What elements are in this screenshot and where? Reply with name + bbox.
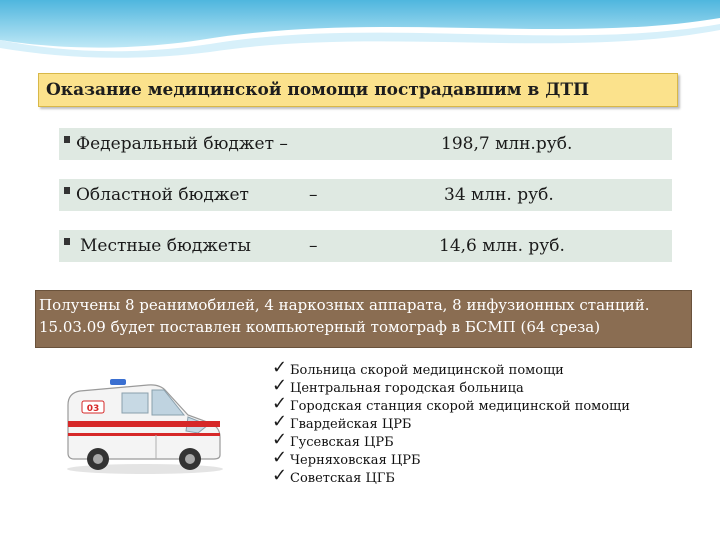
list-item — [272, 357, 630, 380]
hospital-name: Городская станция скорой медицинской помощи — [290, 399, 630, 414]
list-item — [272, 429, 630, 452]
budget-label: Федеральный бюджет – — [76, 134, 288, 154]
page-title: Оказание медицинской помощи пострадавшим в ДТП — [46, 80, 590, 100]
check-icon: ✓ — [272, 429, 288, 450]
list-item — [272, 465, 630, 488]
list-item — [272, 411, 630, 434]
hospital-name: Гусевская ЦРБ — [290, 435, 394, 450]
check-icon: ✓ — [272, 375, 288, 396]
check-icon: ✓ — [272, 357, 288, 378]
square-bullet-icon — [64, 136, 70, 143]
budget-row-federal — [59, 128, 672, 160]
budget-label: Местные бюджеты — [80, 236, 251, 256]
budget-dash: – — [309, 185, 318, 205]
budget-row-local — [59, 230, 672, 262]
budget-row-regional — [59, 179, 672, 211]
equipment-info-text: Получены 8 реанимобилей, 4 наркозных аппарата, 8 инфузионных станций. 15.03.09 будет поставлен компьютерный томограф в БСМП (64 среза) — [39, 296, 650, 336]
check-icon: ✓ — [272, 447, 288, 468]
header-wave-decoration — [0, 0, 720, 80]
hospital-name: Черняховская ЦРБ — [290, 453, 421, 468]
title-bar — [38, 73, 678, 107]
hospital-name: Больница скорой медицинской помощи — [290, 363, 564, 378]
hospital-name: Советская ЦГБ — [290, 471, 395, 486]
check-icon: ✓ — [272, 411, 288, 432]
budget-amount: 34 млн. руб. — [444, 185, 554, 205]
hospital-name: Гвардейская ЦРБ — [290, 417, 412, 432]
budget-amount: 198,7 млн.руб. — [441, 134, 573, 154]
list-item — [272, 375, 630, 398]
check-icon: ✓ — [272, 465, 288, 486]
budget-label: Областной бюджет — [76, 185, 249, 205]
list-item — [272, 393, 630, 416]
ambulance-number-label: 03 — [86, 404, 100, 414]
square-bullet-icon — [64, 238, 70, 245]
square-bullet-icon — [64, 187, 70, 194]
hospital-list — [272, 357, 630, 488]
check-icon: ✓ — [272, 393, 288, 414]
budget-dash: – — [309, 236, 318, 256]
hospital-name: Центральная городская больница — [290, 381, 524, 396]
ambulance-icon — [60, 375, 230, 475]
list-item — [272, 447, 630, 470]
equipment-info-box — [35, 290, 692, 348]
budget-amount: 14,6 млн. руб. — [439, 236, 565, 256]
